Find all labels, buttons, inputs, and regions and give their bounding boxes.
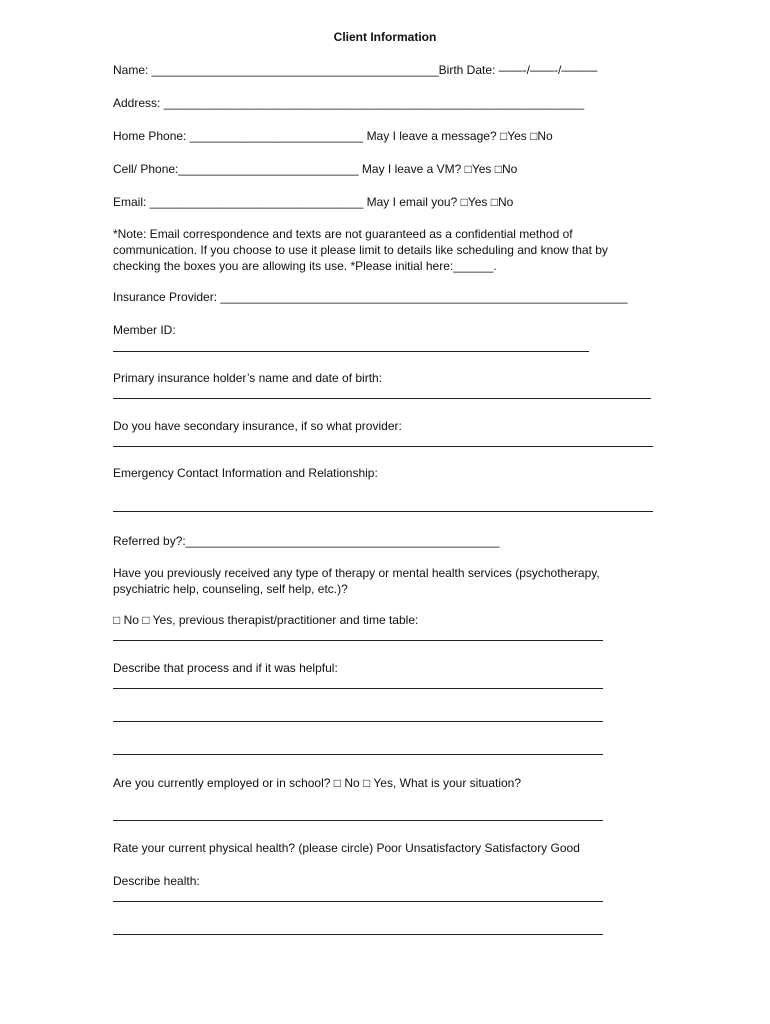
previous-therapy-question: Have you previously received any type of therapy or mental health services (psychotherapy, psychiatric help, counseling, self help, etc.)? [113,566,600,596]
cell-phone-field[interactable]: Cell/ Phone:___________________________ May I leave a VM? □Yes □No [113,162,518,176]
previous-therapy-options[interactable]: □ No □ Yes, previous therapist/practitioner and time table: [113,613,419,627]
address-field[interactable]: Address: _______________________________________________________________ [113,96,585,110]
previous-therapy-line[interactable] [113,640,603,641]
insurance-provider-field[interactable]: Insurance Provider: _____________________________________________________________ [113,290,628,304]
home-phone-field[interactable]: Home Phone: __________________________ May I leave a message? □Yes □No [113,129,553,143]
email-field[interactable]: Email: ________________________________ May I email you? □Yes □No [113,195,514,209]
primary-holder-line[interactable] [113,398,651,399]
describe-process-label: Describe that process and if it was helpful: [113,661,338,675]
describe-health-line-2[interactable] [113,934,603,935]
describe-health-line-1[interactable] [113,901,603,902]
secondary-insurance-line[interactable] [113,446,653,447]
email-note: *Note: Email correspondence and texts are not guaranteed as a confidential method of communication. If you choose to use it please limit to details like scheduling and know that by checking the boxes you are allowing its use. *Please initial here:______. [113,227,608,273]
emergency-contact-label: Emergency Contact Information and Relationship: [113,466,378,480]
name-birthdate-field[interactable]: Name: ___________________________________________Birth Date: ——-/——-/——— [113,63,598,77]
member-id-label: Member ID: [113,323,176,337]
page-title: Client Information [333,30,437,44]
member-id-line[interactable] [113,351,589,352]
describe-health-label: Describe health: [113,874,200,888]
describe-process-line-3[interactable] [113,754,603,755]
describe-process-line-2[interactable] [113,721,603,722]
referred-by-field[interactable]: Referred by?:_______________________________________________ [113,534,500,548]
primary-holder-label: Primary insurance holder’s name and date of birth: [113,371,383,385]
employment-question[interactable]: Are you currently employed or in school? □ No □ Yes, What is your situation? [113,776,522,790]
physical-health-question[interactable]: Rate your current physical health? (please circle) Poor Unsatisfactory Satisfactory Good [113,841,580,855]
describe-process-line-1[interactable] [113,688,603,689]
employment-line[interactable] [113,820,603,821]
emergency-contact-line[interactable] [113,511,653,512]
secondary-insurance-label: Do you have secondary insurance, if so what provider: [113,419,402,433]
